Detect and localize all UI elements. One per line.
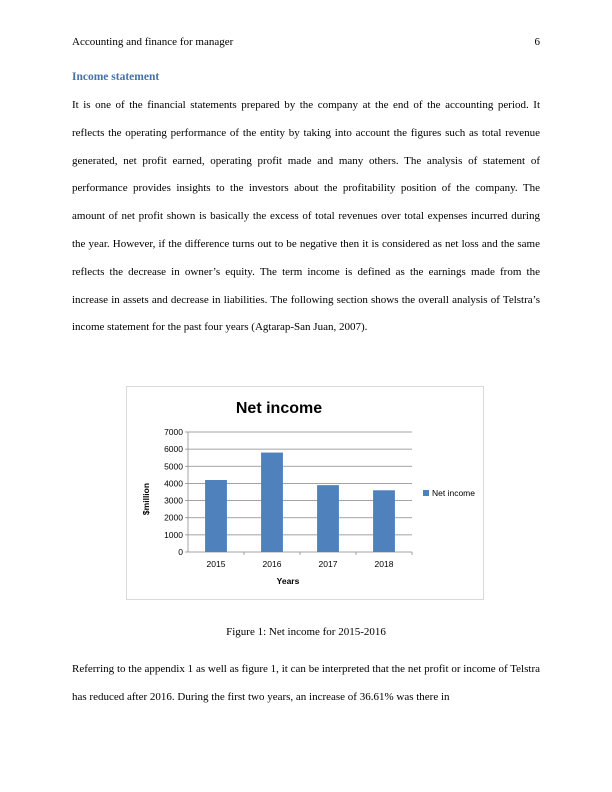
y-tick-label: 6000 <box>164 444 183 455</box>
body-paragraph-2: Referring to the appendix 1 as well as figure 1, it can be interpreted that the net profit or income of Telstra has reduced after 2016. During the first two years, an increase of 36.61% was there in <box>72 663 540 703</box>
x-tick-label: 2018 <box>374 559 394 569</box>
y-tick-label: 4000 <box>164 478 183 489</box>
section-heading: Income statement <box>72 71 160 83</box>
chart-title: Net income <box>235 400 323 417</box>
bar-2016 <box>261 453 283 552</box>
figure-caption: Figure 1: Net income for 2015-2016 <box>226 626 386 638</box>
y-tick-label: 7000 <box>164 427 183 437</box>
chart-bars <box>205 453 395 552</box>
y-tick-label: 3000 <box>164 495 183 506</box>
running-header <box>72 36 540 48</box>
net-income-chart <box>126 386 484 600</box>
y-tick-label: 1000 <box>164 529 183 540</box>
bar-2018 <box>373 490 395 552</box>
y-tick-label: 0 <box>178 547 183 557</box>
body-paragraph-1: It is one of the financial statements prepared by the company at the end of the accounting period. It reflects the operating performance of the entity by taking into account the figures such as total revenue generated, net profit earned, operating profit made and many others. The analysis of statement of performance provides insights to the investors about the profitability position of the company. The amount of net profit shown is basically the excess of total revenues over total expenses incurred during the year. However, if the difference turns out to be negative then it is considered as net loss and the same reflects the decrease in owner’s equity. The term income is defined as the earnings made from the increase in assets and decrease in liabilities. The following section shows the overall analysis of Telstra’s income statement for the past four years (Agtarap-San Juan, 2007). <box>72 99 540 334</box>
bar-2017 <box>317 485 339 552</box>
y-axis-label: $million <box>141 482 151 516</box>
x-tick-label: 2015 <box>206 559 226 569</box>
x-tick-label: 2016 <box>262 559 282 569</box>
legend-label: Net income <box>432 488 475 498</box>
x-axis-label: Years <box>276 576 300 586</box>
chart-canvas <box>127 387 483 599</box>
bar-2015 <box>205 480 227 552</box>
legend-swatch <box>423 490 429 496</box>
y-tick-label: 5000 <box>164 461 183 472</box>
chart-legend <box>423 488 475 498</box>
y-tick-label: 2000 <box>164 512 183 523</box>
page-number: 6 <box>534 36 540 48</box>
x-tick-label: 2017 <box>318 559 338 569</box>
running-title: Accounting and finance for manager <box>72 36 234 48</box>
